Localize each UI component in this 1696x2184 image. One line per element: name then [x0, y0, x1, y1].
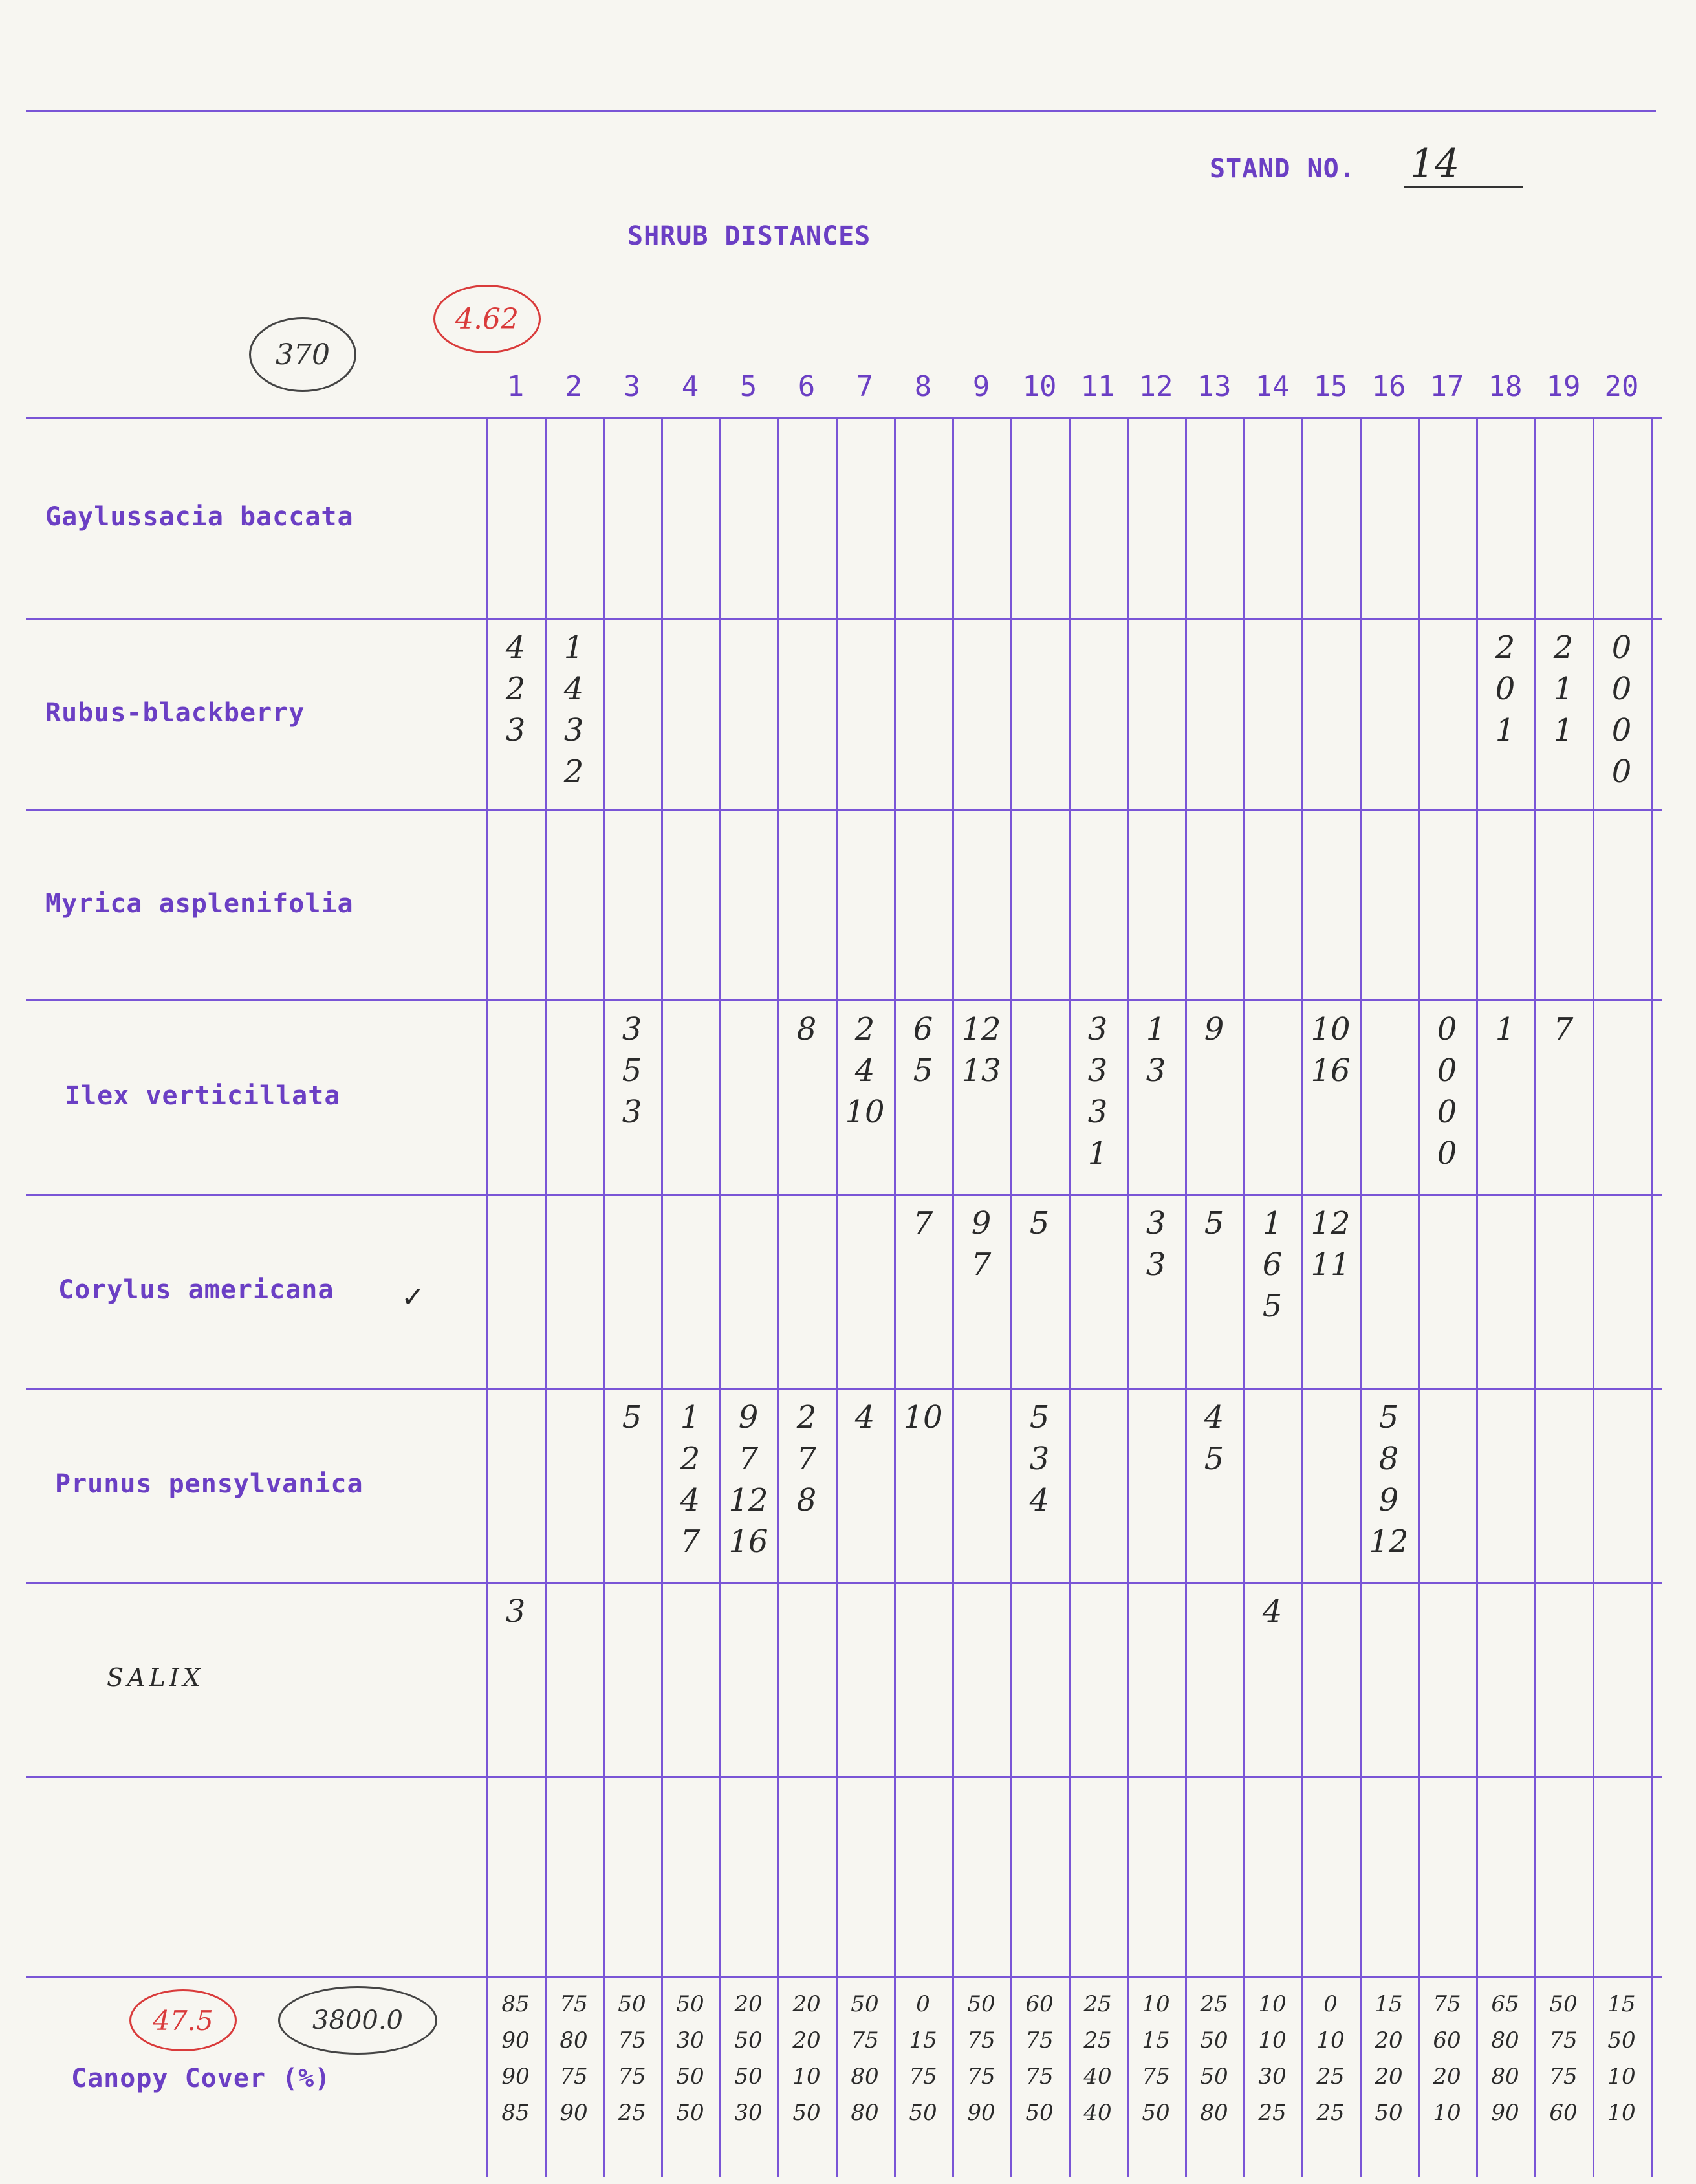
distance-value: 4	[563, 671, 584, 707]
measurement-cell	[1243, 1203, 1301, 1327]
canopy-value: 40	[1083, 2064, 1112, 2090]
column-number: 19	[1546, 370, 1581, 403]
column-line	[1127, 417, 1129, 2177]
distance-value: 5	[1204, 1205, 1224, 1241]
canopy-value: 75	[1025, 2064, 1054, 2090]
species-label: Rubus-blackberry	[45, 697, 305, 728]
column-line	[1010, 417, 1012, 2177]
distance-value: 1	[1495, 712, 1516, 748]
measurement-cell	[661, 1397, 719, 1562]
distance-value: 12	[1369, 1523, 1409, 1560]
canopy-value: 0	[916, 1991, 930, 2017]
canopy-cell	[1534, 1986, 1593, 2131]
canopy-cell	[661, 1986, 719, 2131]
measurement-cell	[1360, 1397, 1418, 1562]
distance-value: 7	[1553, 1011, 1574, 1047]
canopy-value: 50	[1200, 2064, 1228, 2090]
stand-number: 14	[1410, 141, 1460, 186]
column-number: 13	[1197, 370, 1232, 403]
distance-value: 3	[1087, 1011, 1108, 1047]
canopy-value: 90	[967, 2100, 995, 2126]
canopy-value: 50	[909, 2100, 937, 2126]
measurement-cell	[894, 1203, 952, 1244]
canopy-value: 80	[851, 2100, 879, 2126]
canopy-value: 65	[1491, 1991, 1519, 2017]
column-number: 2	[565, 370, 583, 403]
distance-value: 7	[680, 1523, 701, 1560]
column-number: 14	[1255, 370, 1290, 403]
column-line	[1418, 417, 1420, 2177]
distance-value: 3	[1146, 1205, 1166, 1241]
canopy-value: 50	[1375, 2100, 1403, 2126]
canopy-cell	[1476, 1986, 1534, 2131]
canopy-value: 75	[1549, 2064, 1578, 2090]
measurement-cell	[486, 1591, 545, 1632]
canopy-value: 80	[851, 2064, 879, 2090]
canopy-value: 25	[1316, 2100, 1345, 2126]
canopy-value: 15	[1142, 2027, 1170, 2053]
canopy-value: 50	[967, 1991, 995, 2017]
distance-value: 4	[1029, 1482, 1050, 1518]
canopy-cell	[1010, 1986, 1069, 2131]
column-number: 8	[914, 370, 932, 403]
measurement-cell	[1010, 1203, 1069, 1244]
canopy-value: 25	[1083, 1991, 1112, 2017]
column-number: 6	[798, 370, 816, 403]
canopy-value: 30	[734, 2100, 763, 2126]
canopy-value: 10	[1258, 2027, 1287, 2053]
checkmark-icon: ✓	[401, 1281, 425, 1314]
row-line	[26, 1776, 1662, 1778]
distance-value: 0	[1437, 1053, 1457, 1089]
measurement-cell	[952, 1203, 1010, 1285]
canopy-value: 50	[618, 1991, 646, 2017]
canopy-cell	[836, 1986, 894, 2131]
distance-value: 2	[1495, 629, 1516, 666]
distance-value: 0	[1611, 671, 1632, 707]
distance-value: 8	[796, 1011, 817, 1047]
measurement-cell	[777, 1397, 836, 1521]
distance-value: 2	[680, 1441, 701, 1477]
canopy-value: 90	[501, 2027, 530, 2053]
row-line	[26, 618, 1662, 620]
distance-value: 10	[845, 1094, 885, 1130]
distance-value: 7	[738, 1441, 759, 1477]
column-number: 11	[1080, 370, 1115, 403]
distance-value: 7	[913, 1205, 933, 1241]
measurement-cell	[1069, 1009, 1127, 1174]
canopy-value: 75	[1025, 2027, 1054, 2053]
measurement-cell	[545, 627, 603, 792]
canopy-value: 75	[618, 2027, 646, 2053]
distance-value: 9	[1204, 1011, 1224, 1047]
column-number: 3	[623, 370, 641, 403]
distance-value: 3	[1146, 1053, 1166, 1089]
measurement-cell	[1418, 1009, 1476, 1174]
canopy-value: 50	[1142, 2100, 1170, 2126]
canopy-value: 60	[1433, 2027, 1461, 2053]
measurement-cell	[1534, 1009, 1593, 1050]
distance-value: 4	[854, 1399, 875, 1436]
distance-value: 0	[1495, 671, 1516, 707]
canopy-value: 90	[1491, 2100, 1519, 2126]
measurement-cell	[1301, 1203, 1360, 1285]
distance-value: 4	[680, 1482, 701, 1518]
canopy-value: 75	[1549, 2027, 1578, 2053]
canopy-value: 10	[1258, 1991, 1287, 2017]
distance-value: 1	[1553, 712, 1574, 748]
measurement-cell	[486, 627, 545, 751]
canopy-value: 60	[1549, 2100, 1578, 2126]
measurement-cell	[1476, 627, 1534, 751]
canopy-value: 50	[1025, 2100, 1054, 2126]
measurement-cell	[1593, 627, 1651, 792]
distance-value: 5	[1029, 1205, 1050, 1241]
distance-value: 3	[622, 1094, 642, 1130]
canopy-value: 25	[1200, 1991, 1228, 2017]
column-number: 16	[1371, 370, 1406, 403]
column-line	[661, 417, 663, 2177]
distance-value: 2	[1553, 629, 1574, 666]
stand-underline	[1404, 186, 1523, 188]
annotation-oval-370: 370	[249, 317, 356, 392]
distance-value: 5	[1262, 1288, 1283, 1324]
canopy-cell	[1360, 1986, 1418, 2131]
measurement-cell	[1127, 1203, 1185, 1285]
column-number: 1	[506, 370, 525, 403]
page-title: SHRUB DISTANCES	[627, 221, 871, 251]
distance-value: 13	[961, 1053, 1001, 1089]
measurement-cell	[1476, 1009, 1534, 1050]
measurement-cell	[1185, 1203, 1243, 1244]
canopy-value: 30	[676, 2027, 704, 2053]
column-line	[836, 417, 838, 2177]
canopy-value: 75	[1142, 2064, 1170, 2090]
measurement-cell	[603, 1009, 661, 1133]
canopy-value: 50	[676, 2064, 704, 2090]
column-number: 17	[1430, 370, 1464, 403]
canopy-value: 80	[1200, 2100, 1228, 2126]
row-line	[26, 417, 1662, 419]
distance-value: 1	[1495, 1011, 1516, 1047]
canopy-value: 75	[967, 2064, 995, 2090]
column-line	[603, 417, 605, 2177]
canopy-cell	[777, 1986, 836, 2131]
distance-value: 2	[796, 1399, 817, 1436]
measurement-cell	[952, 1009, 1010, 1091]
canopy-value: 30	[1258, 2064, 1287, 2090]
species-label: Gaylussacia baccata	[45, 502, 354, 532]
canopy-value: 50	[1200, 2027, 1228, 2053]
species-label: Myrica asplenifolia	[45, 888, 354, 919]
canopy-cell	[1301, 1986, 1360, 2131]
annotation-oval-3800: 3800.0	[278, 1986, 437, 2055]
stand-label: STAND NO.	[1210, 154, 1356, 184]
measurement-cell	[1010, 1397, 1069, 1521]
distance-value: 12	[1310, 1205, 1351, 1241]
column-number: 20	[1604, 370, 1639, 403]
canopy-value: 20	[734, 1991, 763, 2017]
canopy-cover-label: Canopy Cover (%)	[71, 2064, 331, 2093]
species-label: SALIX	[107, 1663, 204, 1692]
canopy-value: 90	[501, 2064, 530, 2090]
canopy-value: 25	[618, 2100, 646, 2126]
canopy-value: 15	[1375, 1991, 1403, 2017]
column-number: 12	[1138, 370, 1173, 403]
column-number: 18	[1488, 370, 1523, 403]
canopy-cell	[952, 1986, 1010, 2131]
canopy-cell	[603, 1986, 661, 2131]
canopy-value: 10	[1433, 2100, 1461, 2126]
canopy-value: 10	[1607, 2064, 1636, 2090]
distance-value: 5	[622, 1399, 642, 1436]
distance-value: 3	[622, 1011, 642, 1047]
canopy-cell	[1243, 1986, 1301, 2131]
canopy-cell	[1593, 1986, 1651, 2131]
canopy-value: 15	[909, 2027, 937, 2053]
canopy-value: 75	[851, 2027, 879, 2053]
measurement-cell	[1185, 1009, 1243, 1050]
canopy-value: 75	[560, 2064, 588, 2090]
column-line	[894, 417, 896, 2177]
distance-value: 1	[1146, 1011, 1166, 1047]
distance-value: 5	[1029, 1399, 1050, 1436]
canopy-value: 90	[560, 2100, 588, 2126]
distance-value: 2	[563, 754, 584, 790]
column-number: 10	[1022, 370, 1057, 403]
distance-value: 4	[505, 629, 526, 666]
annotation-oval-462: 4.62	[433, 285, 541, 353]
measurement-cell	[777, 1009, 836, 1050]
column-line	[1360, 417, 1362, 2177]
distance-value: 3	[505, 712, 526, 748]
canopy-value: 80	[1491, 2064, 1519, 2090]
distance-value: 9	[971, 1205, 992, 1241]
distance-value: 5	[1378, 1399, 1399, 1436]
canopy-value: 10	[1316, 2027, 1345, 2053]
measurement-cell	[1243, 1591, 1301, 1632]
canopy-cell	[1185, 1986, 1243, 2131]
species-label: Corylus americana	[58, 1275, 334, 1305]
distance-value: 0	[1611, 712, 1632, 748]
distance-value: 1	[1262, 1205, 1283, 1241]
measurement-cell	[1185, 1397, 1243, 1480]
row-line	[26, 999, 1662, 1001]
measurement-cell	[894, 1397, 952, 1438]
distance-value: 6	[913, 1011, 933, 1047]
distance-value: 0	[1611, 754, 1632, 790]
canopy-value: 75	[909, 2064, 937, 2090]
canopy-value: 20	[1375, 2064, 1403, 2090]
canopy-value: 75	[560, 1991, 588, 2017]
distance-value: 9	[1378, 1482, 1399, 1518]
distance-value: 16	[1310, 1053, 1351, 1089]
distance-value: 1	[563, 629, 584, 666]
distance-value: 10	[1310, 1011, 1351, 1047]
distance-value: 1	[680, 1399, 701, 1436]
canopy-cell	[1127, 1986, 1185, 2131]
row-line	[26, 1582, 1662, 1584]
annotation-oval-475: 47.5	[129, 1989, 237, 2051]
distance-value: 7	[796, 1441, 817, 1477]
canopy-value: 20	[1433, 2064, 1461, 2090]
distance-value: 0	[1437, 1135, 1457, 1172]
canopy-value: 40	[1083, 2100, 1112, 2126]
measurement-cell	[836, 1397, 894, 1438]
canopy-value: 80	[1491, 2027, 1519, 2053]
column-number: 5	[739, 370, 757, 403]
column-line	[1069, 417, 1071, 2177]
canopy-value: 10	[792, 2064, 821, 2090]
column-line	[777, 417, 779, 2177]
distance-value: 4	[1204, 1399, 1224, 1436]
distance-value: 7	[971, 1247, 992, 1283]
canopy-value: 80	[560, 2027, 588, 2053]
canopy-cell	[894, 1986, 952, 2131]
column-line	[1651, 417, 1653, 2177]
canopy-value: 75	[1433, 1991, 1461, 2017]
distance-value: 6	[1262, 1247, 1283, 1283]
measurement-cell	[1127, 1009, 1185, 1091]
distance-value: 11	[1310, 1247, 1351, 1283]
distance-value: 12	[961, 1011, 1001, 1047]
column-number: 4	[681, 370, 699, 403]
distance-value: 0	[1437, 1094, 1457, 1130]
column-line	[952, 417, 954, 2177]
column-line	[719, 417, 721, 2177]
canopy-value: 50	[1549, 1991, 1578, 2017]
measurement-cell	[603, 1397, 661, 1438]
column-number: 7	[856, 370, 874, 403]
column-number: 9	[972, 370, 990, 403]
canopy-value: 15	[1607, 1991, 1636, 2017]
column-line	[1185, 417, 1187, 2177]
canopy-value: 50	[851, 1991, 879, 2017]
distance-value: 4	[854, 1053, 875, 1089]
distance-value: 1	[1553, 671, 1574, 707]
column-number: 15	[1313, 370, 1348, 403]
canopy-cell	[1069, 1986, 1127, 2131]
distance-value: 3	[1087, 1053, 1108, 1089]
canopy-value: 50	[734, 2027, 763, 2053]
row-line	[26, 1976, 1662, 1978]
distance-value: 5	[913, 1053, 933, 1089]
distance-value: 5	[1204, 1441, 1224, 1477]
canopy-value: 25	[1316, 2064, 1345, 2090]
distance-value: 8	[796, 1482, 817, 1518]
distance-value: 4	[1262, 1593, 1283, 1630]
canopy-cell	[486, 1986, 545, 2131]
canopy-value: 50	[676, 2100, 704, 2126]
canopy-value: 20	[792, 2027, 821, 2053]
distance-value: 10	[903, 1399, 943, 1436]
distance-value: 2	[854, 1011, 875, 1047]
measurement-cell	[894, 1009, 952, 1091]
canopy-value: 20	[1375, 2027, 1403, 2053]
distance-value: 3	[505, 1593, 526, 1630]
canopy-cell	[1418, 1986, 1476, 2131]
canopy-value: 60	[1025, 1991, 1054, 2017]
canopy-cell	[719, 1986, 777, 2131]
canopy-value: 50	[676, 1991, 704, 2017]
distance-value: 12	[728, 1482, 768, 1518]
measurement-cell	[836, 1009, 894, 1133]
distance-value: 3	[1029, 1441, 1050, 1477]
canopy-value: 20	[792, 1991, 821, 2017]
row-line	[26, 1388, 1662, 1390]
canopy-value: 50	[734, 2064, 763, 2090]
measurement-cell	[1534, 627, 1593, 751]
canopy-value: 85	[501, 1991, 530, 2017]
canopy-value: 10	[1142, 1991, 1170, 2017]
distance-value: 0	[1611, 629, 1632, 666]
canopy-value: 85	[501, 2100, 530, 2126]
measurement-cell	[719, 1397, 777, 1562]
canopy-value: 25	[1083, 2027, 1112, 2053]
canopy-value: 25	[1258, 2100, 1287, 2126]
canopy-value: 0	[1323, 1991, 1338, 2017]
column-line	[1301, 417, 1303, 2177]
distance-value: 2	[505, 671, 526, 707]
distance-value: 16	[728, 1523, 768, 1560]
measurement-cell	[1301, 1009, 1360, 1091]
species-label: Ilex verticillata	[65, 1081, 341, 1111]
canopy-value: 10	[1607, 2100, 1636, 2126]
distance-value: 1	[1087, 1135, 1108, 1172]
species-label: Prunus pensylvanica	[55, 1469, 364, 1499]
canopy-cell	[545, 1986, 603, 2131]
canopy-value: 50	[1607, 2027, 1636, 2053]
distance-value: 3	[1146, 1247, 1166, 1283]
distance-value: 3	[563, 712, 584, 748]
row-line	[26, 1194, 1662, 1196]
distance-value: 5	[622, 1053, 642, 1089]
distance-value: 3	[1087, 1094, 1108, 1130]
canopy-value: 75	[618, 2064, 646, 2090]
distance-value: 0	[1437, 1011, 1457, 1047]
row-line	[26, 809, 1662, 811]
distance-value: 8	[1378, 1441, 1399, 1477]
canopy-value: 75	[967, 2027, 995, 2053]
top-rule	[26, 110, 1656, 112]
canopy-value: 50	[792, 2100, 821, 2126]
distance-value: 9	[738, 1399, 759, 1436]
